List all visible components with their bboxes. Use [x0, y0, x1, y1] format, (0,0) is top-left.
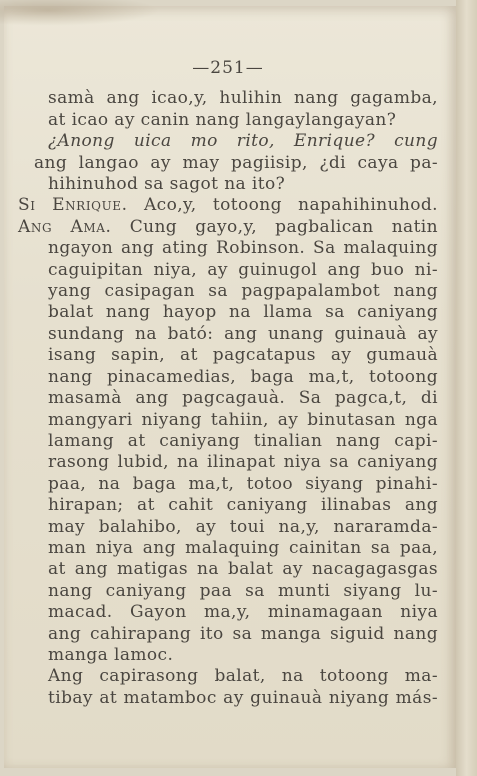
line-text: man niya ang malaquing cainitan sa paa, — [48, 537, 438, 558]
line-text: Ang capirasong balat, na totoong ma- — [48, 666, 438, 687]
speaker-label: Si Enrique. — [18, 195, 128, 216]
text-line — [18, 688, 438, 709]
line-text: hirapan; at cahit caniyang ilinabas ang — [48, 495, 438, 516]
line-text: at icao ay canin nang langaylangayan? — [48, 109, 397, 130]
text-line — [18, 517, 438, 538]
line-text: masamà ang pagcagauà. Sa pagca,t, di — [48, 388, 438, 409]
text-line — [18, 388, 438, 409]
text-line — [18, 217, 438, 238]
text-line — [18, 345, 438, 366]
text-line — [18, 410, 438, 431]
text-line — [18, 131, 438, 152]
text-line — [18, 624, 438, 645]
line-text: at ang matigas na balat ay nacagagasgas — [48, 559, 438, 580]
line-text: lamang at caniyang tinalian nang capi- — [48, 430, 438, 451]
text-line — [18, 495, 438, 516]
text-line — [18, 174, 438, 195]
text-line — [18, 281, 438, 302]
line-text: rasong lubid, na ilinapat niya sa caniyang — [48, 452, 438, 473]
text-line — [18, 302, 438, 323]
text-line — [18, 581, 438, 602]
line-text: yang casipagan sa pagpapalambot nang — [48, 281, 438, 302]
paper-stain — [0, 0, 160, 26]
line-text: nang caniyang paa sa munti siyang lu- — [48, 580, 438, 601]
line-text: hihinuhod sa sagot na ito? — [48, 174, 286, 195]
text-line — [18, 474, 438, 495]
line-text: manga lamoc. — [48, 644, 174, 665]
line-text: samà ang icao,y, hulihin nang gagamba, — [48, 88, 438, 109]
line-text: ¿Anong uica mo rito, Enrique? cung — [48, 131, 438, 152]
text-line — [18, 88, 438, 109]
line-text: tibay at matamboc ay guinauà niyang más- — [48, 687, 438, 708]
text-line — [18, 367, 438, 388]
text-line — [18, 452, 438, 473]
speaker-label: Ang Ama. — [18, 216, 112, 237]
text-line — [18, 559, 438, 580]
line-text: isang sapin, at pagcatapus ay gumauà — [48, 345, 438, 366]
line-text: mangyari niyang tahiin, ay binutasan nga — [48, 409, 438, 430]
text-line — [18, 645, 438, 666]
text-line — [18, 238, 438, 259]
text-line — [18, 110, 438, 131]
line-text: sundang na bató: ang unang guinauà ay — [48, 323, 438, 344]
line-text: macad. Gayon ma,y, minamagaan niya — [48, 602, 438, 623]
line-text: caguipitan niya, ay guinugol ang buo ni- — [48, 259, 438, 280]
line-text: nang pinacamedias, baga ma,t, totoong — [48, 366, 438, 387]
line-text: balat nang hayop na llama sa caniyang — [48, 302, 438, 323]
text-line — [18, 431, 438, 452]
line-text: ang cahirapang ito sa manga siguid nang — [48, 623, 438, 644]
text-line — [18, 538, 438, 559]
text-line — [18, 666, 438, 687]
line-text: ang langao ay may pagiisip, ¿di caya pa- — [34, 152, 438, 173]
text-lines — [18, 88, 438, 709]
line-text: paa, na baga ma,t, totoo siyang pinahi- — [48, 473, 438, 494]
text-line — [18, 260, 438, 281]
text-line — [18, 195, 438, 216]
text-line — [18, 602, 438, 623]
page-number: —251— — [192, 58, 264, 78]
line-text: Aco,y, totoong napahihinuhod. — [143, 195, 438, 216]
page-text — [18, 58, 438, 709]
text-line — [18, 324, 438, 345]
line-text: may balahibo, ay toui na,y, nararamda- — [48, 516, 438, 537]
page-edge — [456, 0, 477, 776]
line-text: ngayon ang ating Robinson. Sa malaquing — [48, 238, 438, 259]
line-text: Cung gayo,y, pagbalican natin — [129, 216, 438, 237]
text-line — [18, 153, 438, 174]
